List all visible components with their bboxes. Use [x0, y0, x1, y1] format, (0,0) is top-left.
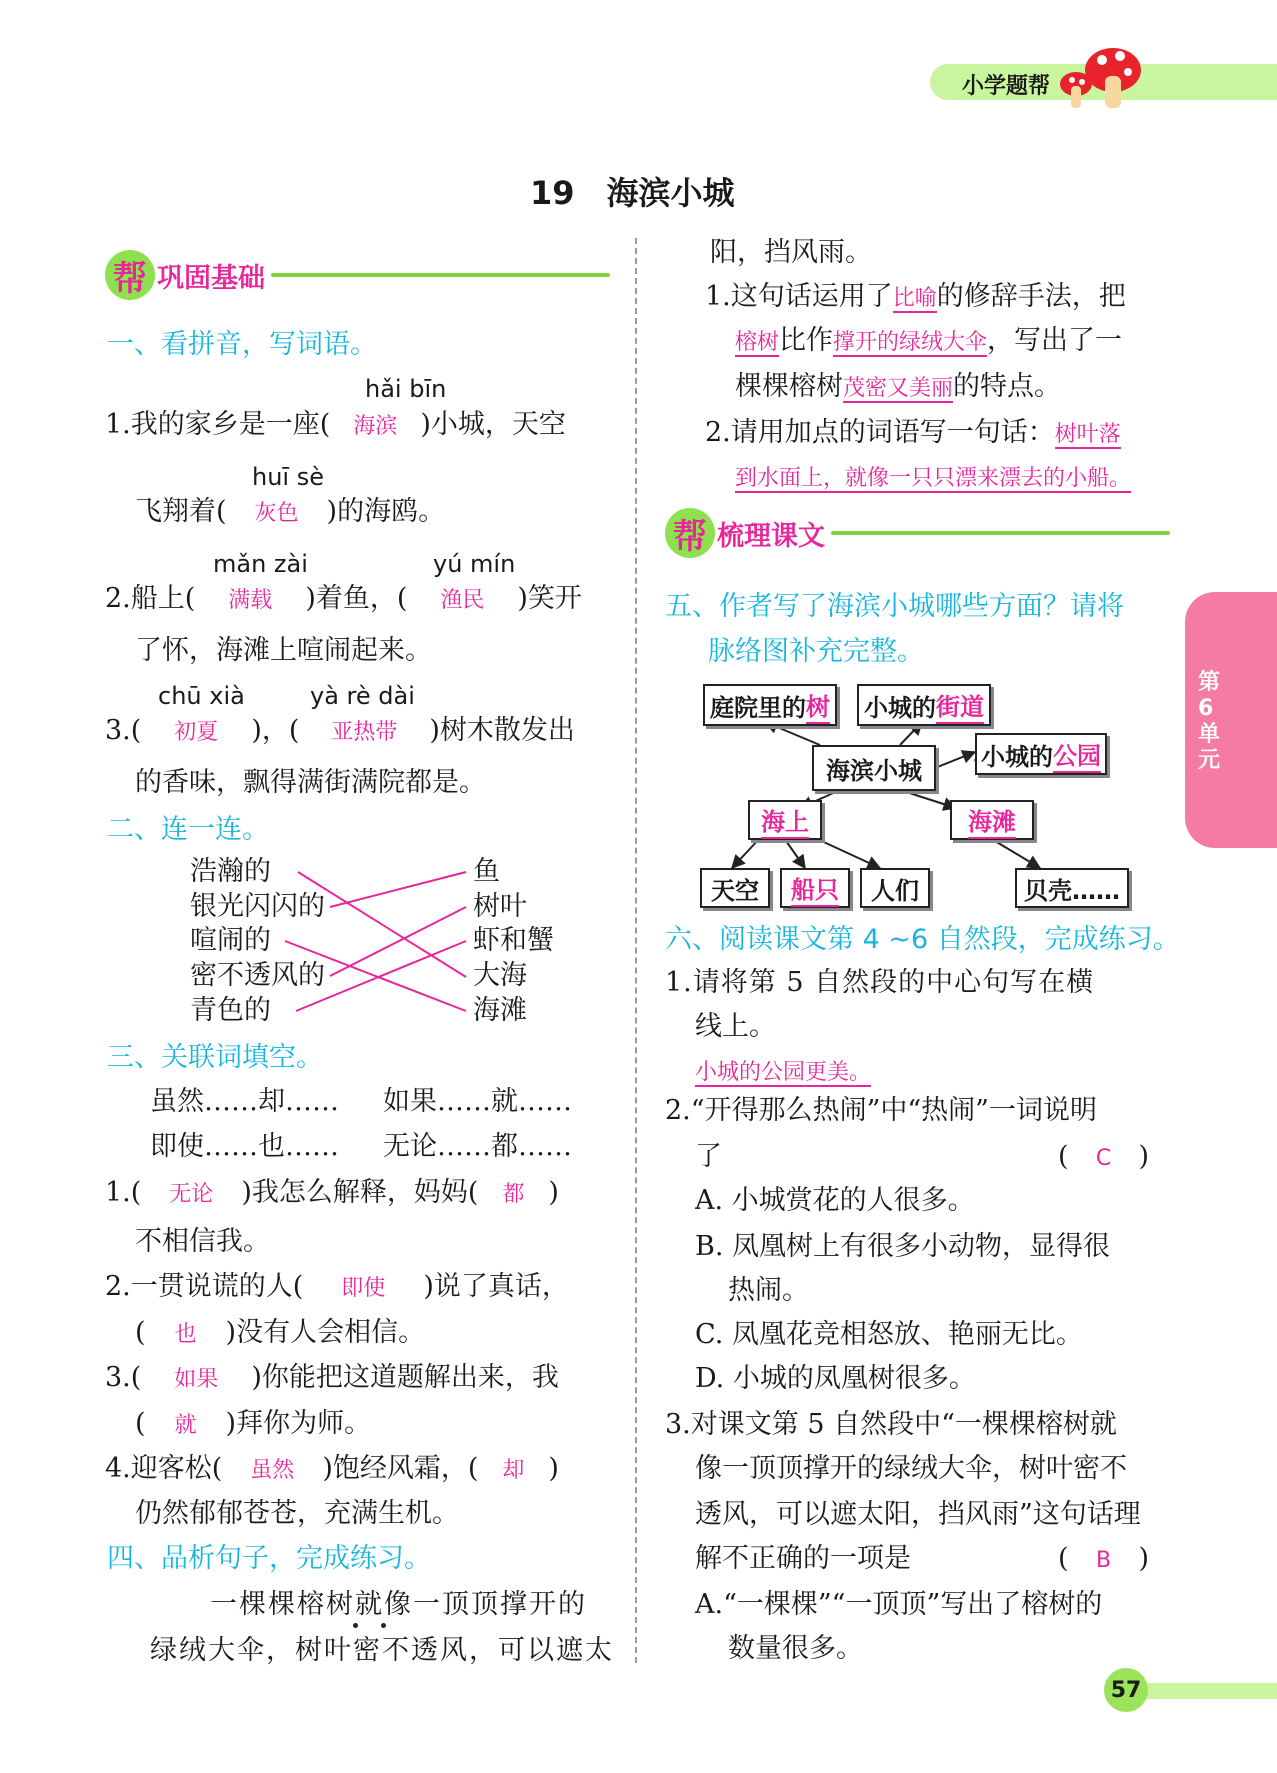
section-review-header: 帮 梳理课文 — [665, 508, 1170, 558]
q4-sub1-line3: 棵棵榕树茂密又美丽的特点。 — [735, 371, 1062, 402]
unit-tab-label: 第6单元 — [1198, 670, 1221, 773]
q6-q2-opt-a: A. 小城赏花的人很多。 — [695, 1185, 975, 1216]
q2-left-2: 喧闹的 — [190, 925, 271, 956]
q2-left-1: 银光闪闪的 — [190, 891, 325, 922]
q2-right-2: 虾和蟹 — [473, 925, 554, 956]
q6-q3-opt-a: A.“一棵棵”“一顶顶”写出了榕树的 — [695, 1589, 1103, 1620]
section-consolidate-header: 帮 巩固基础 — [105, 250, 610, 300]
q1-line2: 飞翔着( 灰色 )的海鸥。 — [135, 496, 446, 527]
bang-badge-icon: 帮 — [105, 250, 155, 300]
q2-left-3: 密不透风的 — [190, 960, 325, 991]
q4-sub1-line2: 榕树比作撑开的绿绒大伞，写出了一 — [735, 325, 1123, 356]
q6-q1-answer: 小城的公园更美。 — [695, 1060, 872, 1085]
q6-q3-line3: 透风，可以遮太阳，挡风雨”这句话理 — [695, 1499, 1141, 1530]
q6-q2-line1: 2.“开得那么热闹”中“热闹”一词说明 — [665, 1095, 1097, 1126]
q6-q2-line2: 了 — [695, 1141, 722, 1172]
q4-quote-line3: 阳，挡风雨。 — [710, 237, 872, 268]
pinyin-manzai: mǎn zài — [213, 550, 308, 578]
q3-option-0: 虽然……却…… — [150, 1086, 339, 1117]
mindmap-node-park: 小城的 公园 — [975, 733, 1107, 775]
brand-label: 小学题帮 — [962, 74, 1051, 99]
mindmap-node-boats: 船只 — [780, 868, 850, 908]
q1-line3: 2.船上( 满载 )着鱼，( 渔民 )笑开 — [105, 583, 582, 614]
q6-q3-opt-a2: 数量很多。 — [728, 1633, 863, 1664]
q3-line1: 1.( 无论 )我怎么解释，妈妈( 都 ) — [105, 1177, 559, 1208]
q1-line4: 了怀，海滩上喧闹起来。 — [135, 635, 432, 666]
q3-line3b: ( 就 )拜你为师。 — [135, 1408, 372, 1439]
mindmap-node-beach: 海滩 — [950, 800, 1034, 840]
q6-q3-answer-bracket: ( B ) — [1058, 1543, 1150, 1574]
pinyin-yaredai: yà rè dài — [310, 682, 415, 710]
q3-line2: 2.一贯说谎的人( 即使 )说了真话， — [105, 1271, 569, 1302]
q1-heading: 一、看拼音，写词语。 — [107, 329, 377, 360]
bang-badge-icon: 帮 — [665, 508, 715, 558]
emphasis-dot — [381, 1623, 386, 1628]
q6-q3-line1: 3.对课文第 5 自然段中“一棵棵榕树就 — [665, 1409, 1117, 1440]
pinyin-yumin: yú mín — [433, 550, 516, 578]
q2-left-0: 浩瀚的 — [190, 856, 271, 887]
q6-q1-line1: 1.请将第 5 自然段的中心句写在横 — [665, 967, 1095, 998]
q4-quote-line1: 一棵棵榕树就像一顶顶撑开的 — [210, 1589, 587, 1620]
mindmap-node-people: 人们 — [860, 868, 930, 908]
mindmap-node-street: 小城的 街道 — [857, 684, 991, 726]
q3-line1b: 不相信我。 — [135, 1226, 270, 1257]
q5-heading-line2: 脉络图补充完整。 — [708, 636, 924, 667]
mindmap-node-center: 海滨小城 — [812, 745, 936, 791]
mindmap-node-courtyard-tree: 庭院里的 树 — [703, 684, 837, 726]
q3-option-3: 无论……都…… — [383, 1131, 572, 1162]
q4-sub2-line1: 2.请用加点的词语写一句话：树叶落 — [705, 417, 1121, 448]
q3-heading: 三、关联词填空。 — [107, 1042, 323, 1073]
q6-heading: 六、阅读课文第 4 ~6 自然段，完成练习。 — [665, 924, 1180, 955]
mindmap-node-sky: 天空 — [700, 868, 770, 908]
page-title: 19 海滨小城 — [530, 174, 735, 212]
q3-line4: 4.迎客松( 虽然 )饱经风霜，( 却 ) — [105, 1453, 559, 1484]
q1-line1: 1.我的家乡是一座( 海滨 )小城，天空 — [105, 409, 566, 440]
q6-q2-answer-bracket: ( C ) — [1058, 1141, 1150, 1172]
pinyin-haibin: hǎi bīn — [365, 375, 447, 403]
q5-heading-line1: 五、作者写了海滨小城哪些方面？请将 — [665, 591, 1124, 622]
q1-line6: 的香味，飘得满街满院都是。 — [135, 767, 486, 798]
q2-right-3: 大海 — [473, 960, 527, 991]
q6-q3-line4: 解不正确的一项是 — [695, 1543, 911, 1574]
q4-quote-line2: 绿绒大伞，树叶密不透风，可以遮太 — [150, 1635, 614, 1666]
q2-right-1: 树叶 — [473, 891, 527, 922]
q2-right-4: 海滩 — [473, 995, 527, 1026]
q6-q2-opt-b2: 热闹。 — [728, 1275, 809, 1306]
q2-right-0: 鱼 — [473, 856, 500, 887]
q2-heading: 二、连一连。 — [107, 814, 269, 845]
q6-q3-line2: 像一顶顶撑开的绿绒大伞，树叶密不 — [695, 1453, 1127, 1484]
q6-q2-opt-d: D. 小城的凤凰树很多。 — [695, 1363, 976, 1394]
q4-sub2-line2: 到水面上，就像一只只漂来漂去的小船。 — [735, 466, 1132, 491]
mindmap-node-shells: 贝壳…… — [1015, 868, 1129, 908]
q6-q1-line2: 线上。 — [695, 1011, 776, 1042]
q4-sub1-line1: 1.这句话运用了比喻的修辞手法，把 — [705, 281, 1126, 312]
q1-line5: 3.( 初夏 )，( 亚热带 )树木散发出 — [105, 715, 575, 746]
pinyin-chuxia: chū xià — [158, 682, 245, 710]
mindmap-node-sea: 海上 — [748, 800, 822, 840]
q3-line2b: ( 也 )没有人会相信。 — [135, 1317, 426, 1348]
q3-option-2: 即使……也…… — [150, 1131, 339, 1162]
q4-heading: 四、品析句子，完成练习。 — [107, 1543, 431, 1574]
q3-line4b: 仍然郁郁苍苍，充满生机。 — [135, 1498, 459, 1529]
page-number: 57 — [1104, 1668, 1148, 1712]
q3-option-1: 如果……就…… — [383, 1086, 572, 1117]
pinyin-huise: huī sè — [252, 463, 324, 491]
q3-line3: 3.( 如果 )你能把这道题解出来，我 — [105, 1362, 559, 1393]
q2-left-4: 青色的 — [190, 995, 271, 1026]
emphasis-dot — [353, 1623, 358, 1628]
q6-q2-opt-b: B. 凤凰树上有很多小动物，显得很 — [695, 1231, 1111, 1262]
q6-q2-opt-c: C. 凤凰花竞相怒放、艳丽无比。 — [695, 1319, 1083, 1350]
